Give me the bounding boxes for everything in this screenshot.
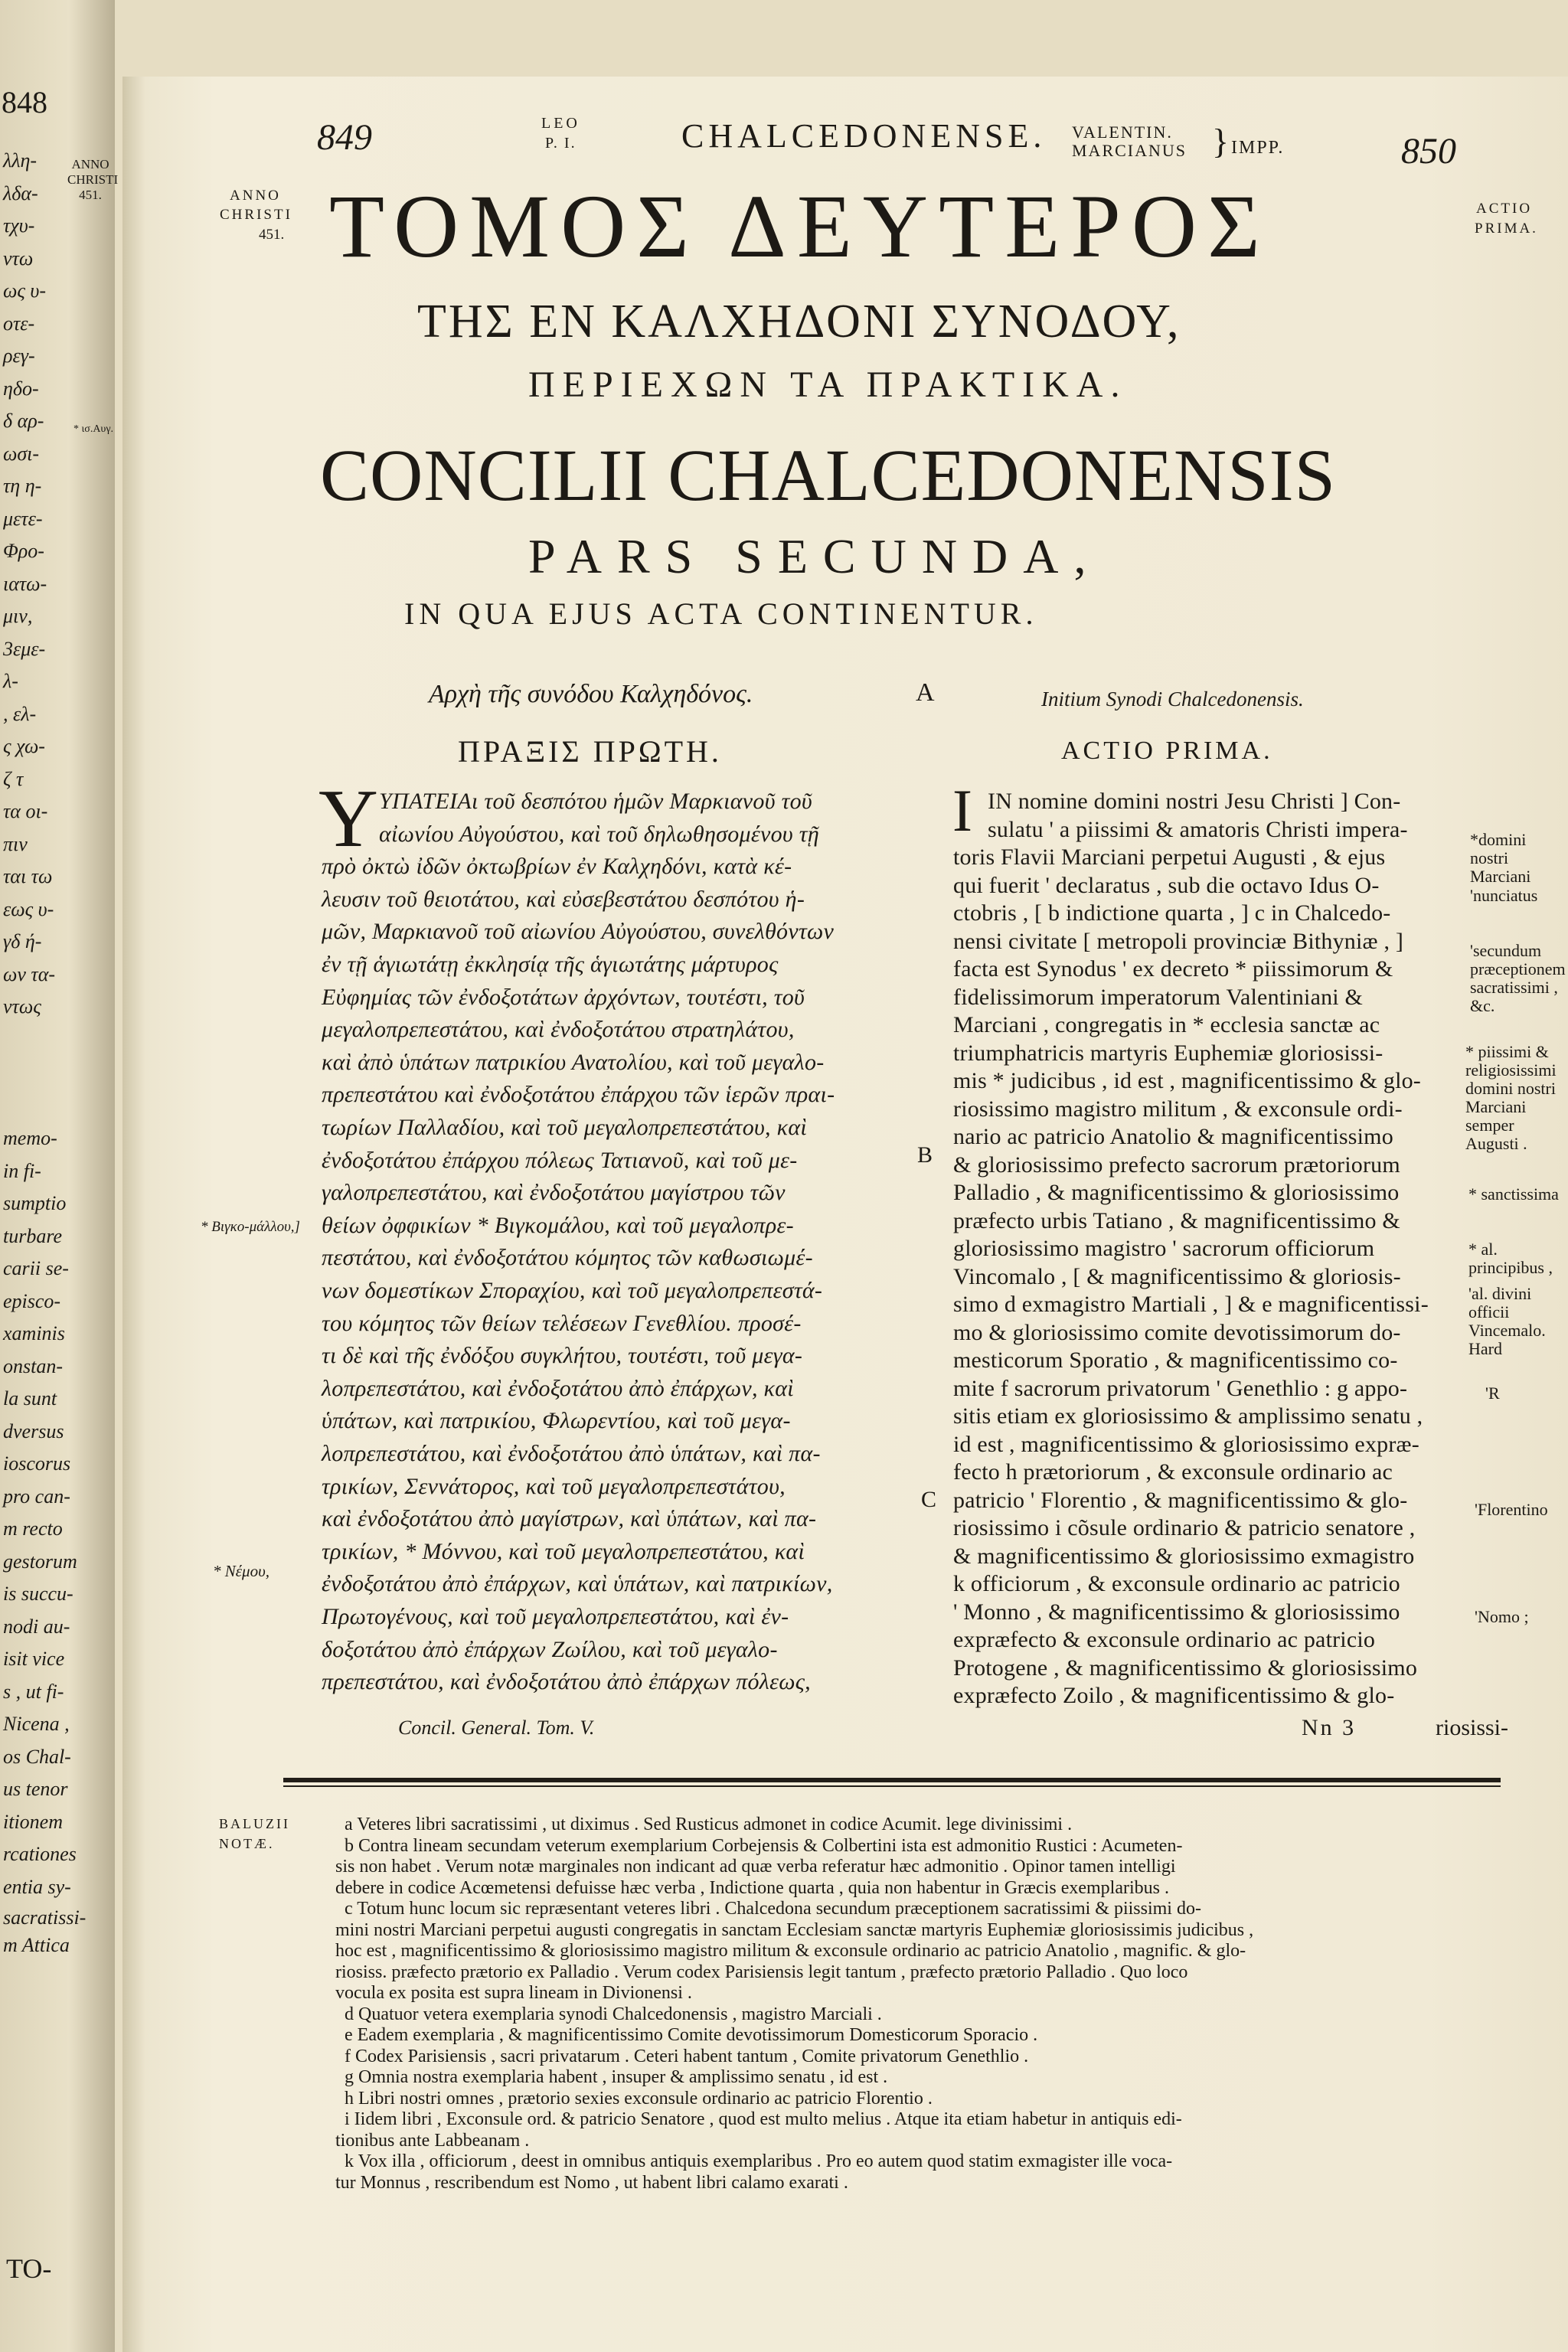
header-marcianus: MARCIANUS [1072,141,1187,160]
margin-anno: ANNO [230,188,281,204]
left-greek-fragment: γδ ή- [3,930,42,952]
latin-text-line: k officiorum , & exconsule ordinario ac patricio [953,1571,1400,1596]
left-latin-fragment: turbare [3,1224,63,1247]
greek-text-line: δοξοτάτου ἀπὸ ἐπάρχων Ζωίλου, καὶ τοῦ μεγαλο- [322,1636,778,1662]
left-latin-fragment: carii se- [3,1257,69,1279]
left-greek-fragment: ζ τ [3,767,24,790]
latin-initial-i: I [952,777,972,844]
latin-action-heading: ACTIO PRIMA. [1061,737,1273,765]
note-line: b Contra lineam secundam veterum exemplarium Corbejensis & Colbertini ista est admonitio Rustici : Acumeten- [345,1835,1183,1856]
header-pope: P. I. [545,135,577,152]
notes-label-notae: NOTÆ. [219,1836,275,1851]
header-title: CHALCEDONENSE. [681,117,1047,155]
section-letter-b: B [917,1142,933,1168]
greek-text-line: καὶ ἐνδοξοτάτου ἀπὸ μαγίστρων, καὶ ὑπάτων, καὶ πα- [322,1506,817,1532]
left-greek-fragment: Φρο- [3,540,44,562]
greek-footer: Concil. General. Tom. V. [398,1717,595,1739]
greek-text-line: τωρίων Παλλαδίου, καὶ τοῦ μεγαλοπρεπεστάτου, καὶ [322,1115,808,1140]
left-latin-fragment: itionem [3,1810,63,1833]
greek-text-line: πρεπεστάτου καὶ ἐνδοξοτάτου ἐπάρχου τῶν ἱερῶν πραι- [322,1082,835,1108]
margin-year: 451. [259,227,285,243]
greek-text-line: καὶ ἀπὸ ὑπάτων πατρικίου Ανατολίου, καὶ τοῦ μεγαλο- [322,1049,825,1075]
latin-text-line: gloriosissimo magistro ' sacrorum officiorum [953,1236,1375,1261]
latin-text-line: præfecto urbis Tatiano , & magnificentissimo & [953,1207,1400,1233]
title-tes-synodou: ΤΗΣ ΕΝ ΚΑΛΧΗΔΟΝΙ ΣΥΝΟΔΟΥ, [417,296,1181,348]
right-note-6: * al. principibus , [1468,1240,1553,1277]
left-latin-fragment: Nicena , [3,1713,70,1735]
header-impp: IMPP. [1231,138,1285,158]
latin-text-line: mite f sacrorum privatorum ' Genethlio : g appo- [953,1375,1408,1401]
greek-text-line: τρικίων, Σεννάτορος, καὶ τοῦ μεγαλοπρεπεστάτου, [322,1473,786,1499]
left-latin-fragment: m recto [3,1517,63,1540]
latin-text-line: & magnificentissimo & gloriosissimo exmagistro [953,1543,1415,1569]
left-latin-fragment: s , ut fi- [3,1680,64,1703]
latin-start-heading: Initium Synodi Chalcedonensis. [1041,688,1304,710]
latin-text-line: Vincomalo , [ & magnificentissimo & gloriosis- [953,1263,1401,1289]
greek-text-line: πρεπεστάτου, καὶ ἐνδοξοτάτου ἀπὸ ἐπάρχων πόλεως, [322,1669,811,1695]
left-latin-fragment: memo- [3,1127,57,1149]
latin-text-line: fecto h prætoriorum , & exconsule ordinario ac [953,1459,1393,1485]
left-anno-label: ANNO CHRISTI 451. [67,157,119,202]
left-greek-fragment: λδα- [3,181,38,204]
latin-text-line: & gloriosissimo prefecto sacrorum prætoriorum [953,1152,1400,1178]
latin-text-line: triumphatricis martyris Euphemiæ gloriosissi- [953,1040,1383,1066]
left-latin-fragment: la sunt [3,1387,57,1410]
left-latin-fragment: onstan- [3,1354,63,1377]
right-note-1: *domini nostri Marciani [1470,830,1531,886]
left-latin-fragment: is succu- [3,1583,74,1605]
right-note-2: 'nunciatus [1470,886,1538,905]
note-line: mini nostri Marciani perpetui augusti congregatis in sanctam Ecclesiam sanctæ martyris Euphemiæ gloriosissimis judicibus , [335,1919,1254,1940]
page-number-left: 849 [317,117,372,158]
greek-text-line: του κόμητος τῶν θείων τελέσεων Γενεθλίου. προσέ- [322,1310,802,1336]
greek-text-line: τι δὲ καὶ τῆς ἐνδόξου συγκλήτου, τουτέστι, τοῦ μεγα- [322,1343,803,1369]
left-latin-fragment: pro can- [3,1485,70,1508]
footnote-rule-thick [283,1778,1501,1782]
latin-text-line: IN nomine domini nostri Jesu Christi ] Con- [988,789,1401,814]
greek-text-line: ΥΠΑΤΕΙΑι τοῦ δεσπότου ἡμῶν Μαρκιανοῦ τοῦ [379,789,812,814]
brace-icon: } [1212,122,1230,161]
left-latin-fragment: ioscorus [3,1452,71,1475]
latin-text-line: sulatu ' a piissimi & amatoris Christi impera- [988,816,1408,842]
latin-text-line: riosissimo i cõsule ordinario & patricio senatore , [953,1515,1416,1540]
left-latin-fragment: os Chal- [3,1745,71,1768]
greek-text-line: ἐνδοξοτάτου ἐπάρχου πόλεως Τατιανοῦ, καὶ τοῦ με- [322,1147,798,1173]
latin-signature: Nn 3 [1302,1715,1357,1740]
left-latin-fragment: gestorum [3,1550,77,1573]
title-concilii: CONCILII CHALCEDONENSIS [320,434,1336,516]
left-greek-fragment: τη η- [3,475,42,497]
greek-text-line: πεστάτου, καὶ ἐνδοξοτάτου κόμητος τῶν καθωσιωμέ- [322,1245,813,1271]
latin-text-line: mis * judicibus , id est , magnificentissimo & glo- [953,1068,1421,1093]
left-greek-fragment: οτε- [3,312,35,335]
greek-text-line: λοπρεπεστάτου, καὶ ἐνδοξοτάτου ἀπὸ ἐπάρχων, καὶ [322,1375,794,1401]
latin-text-line: ctobris , [ b indictione quarta , ] c in Chalcedo- [953,900,1391,926]
latin-text-line: Protogene , & magnificentissimo & gloriosissimo [953,1655,1418,1681]
title-in-qua: IN QUA EJUS ACTA CONTINENTUR. [404,596,1038,631]
right-note-9: 'Florentino [1475,1500,1548,1519]
note-line: k Vox illa , officiorum , deest in omnibus antiquis exemplaribus . Pro eo autem quod statim exmagister ille voca- [345,2151,1173,2171]
left-latin-fragment: in fi- [3,1159,41,1182]
left-greek-fragment: εως υ- [3,897,54,920]
left-greek-fragment: ιατω- [3,572,47,595]
left-greek-fragment: δ αρ- [3,410,44,432]
note-line: d Quatuor vetera exemplaria synodi Chalcedonensis , magistro Marciali . [345,2004,882,2024]
note-line: tur Monnus , rescribendum est Nomo , ut habent libri calamo exarati . [335,2172,848,2193]
greek-initial-upsilon: Υ [318,773,378,864]
latin-text-line: nensi civitate [ metropoli provinciæ Bithyniæ , ] [953,928,1404,954]
greek-text-line: λευσιν τοῦ θειοτάτου, καὶ εὐσεβεστάτου δεσπότου ἡ- [322,886,805,912]
greek-text-line: μῶν, Μαρκιανοῦ τοῦ αἰωνίου Αὐγούστου, συνελθόντων [322,919,835,945]
left-latin-fragment: sumptio [3,1192,67,1214]
note-line: c Totum hunc locum sic repræsentant veteres libri . Chalcedona secundum præceptionem sacratissimi & piissimi do- [345,1899,1201,1919]
latin-text-line: id est , magnificentissimo & gloriosissimo expræ- [953,1431,1419,1457]
left-latin-fragment: isit vice [3,1648,65,1670]
header-leo: LEO [541,115,580,132]
note-line: riosiss. præfecto prætorio ex Palladio . Verum codex Parisiensis legit tantum , præfecto prætorio Palladio . Quo loco [335,1962,1188,1982]
latin-text-line: facta est Synodus ' ex decreto * piissimorum & [953,956,1393,982]
latin-text-line: patricio ' Florentio , & magnificentissimo & glo- [953,1487,1408,1513]
greek-text-line: λοπρεπεστάτου, καὶ ἐνδοξοτάτου ἀπὸ ὑπάτων, καὶ πα- [322,1441,821,1466]
margin-actio: ACTIO [1476,201,1533,217]
left-bottom-fragment: m Attica [3,1934,70,1956]
note-line: f Codex Parisiensis , sacri privatarum . Ceteri habent tantum , Comite privatorum Genethlio . [345,2046,1029,2066]
latin-text-line: expræfecto & exconsule ordinario ac patricio [953,1627,1376,1652]
left-latin-fragment: xaminis [3,1322,65,1344]
margin-christi: CHRISTI [220,207,292,223]
right-note-7: 'al. divini officii Vincemalo. Hard [1468,1284,1546,1358]
section-letter-c: C [921,1487,937,1512]
greek-action-heading: ΠΡΑΞΙΣ ΠΡΩΤΗ. [458,734,722,769]
latin-text-line: ' Monno , & magnificentissimo & gloriosissimo [953,1599,1400,1625]
left-bottom-fragment: sacratissi- [3,1906,87,1929]
latin-text-line: sitis etiam ex gloriosissimo & amplissimo senatu , [953,1403,1423,1429]
left-catchword: TO- [6,2253,52,2284]
latin-text-line: expræfecto Zoilo , & magnificentissimo & glo- [953,1683,1395,1708]
left-latin-fragment: dversus [3,1419,64,1442]
left-page-number: 848 [2,85,47,119]
latin-text-line: Marciani , congregatis in * ecclesia sanctæ ac [953,1012,1380,1037]
page-number-right: 850 [1401,131,1456,172]
note-line: sis non habet . Verum notæ marginales non indicant ad quæ verba referatur hæc admonitio . Opinor tamen intelligi [335,1857,1176,1877]
right-note-4: * piissimi & religiosissimi domini nostri Marciani semper Augusti . [1465,1042,1557,1153]
left-greek-fragment: , ελ- [3,702,37,725]
left-greek-fragment: μετε- [3,507,43,530]
note-line: e Eadem exemplaria , & magnificentissimo Comite devotissimorum Domesticorum Sporacio . [345,2025,1038,2045]
left-latin-fragment: episco- [3,1289,61,1312]
greek-text-line: ἐν τῇ ἁγιωτάτῃ ἐκκλησίᾳ τῆς ἁγιωτάτης μάρτυρος [322,952,779,977]
latin-text-line: mo & gloriosissimo comite devotissimorum do- [953,1319,1401,1345]
title-tomos: ΤΟΜΟΣ ΔΕΥΤΕΡΟΣ [329,176,1271,276]
greek-start-heading: Αρχὴ τῆς συνόδου Καλχηδόνος. [429,680,753,708]
left-greek-fragment: ντως [3,995,41,1018]
latin-text-line: toris Flavii Marciani perpetui Augusti , & ejus [953,844,1386,870]
left-greek-fragment: ς χω- [3,735,45,757]
left-greek-fragment: ωσι- [3,442,40,465]
greek-margin-note-2: * Νέμου, [213,1562,270,1580]
left-greek-fragment: ντω [3,247,34,270]
latin-text-line: riosissimo magistro militum , & exconsule ordi- [953,1096,1403,1122]
left-greek-fragment: 3εμε- [3,637,46,660]
section-letter-a: A [916,678,935,707]
latin-text-line: nario ac patricio Anatolio & magnificentissimo [953,1124,1393,1149]
latin-text-line: fidelissimorum imperatorum Valentiniani & [953,984,1364,1010]
note-line: h Libri nostri omnes , prætorio sexies exconsule ordinario ac patricio Florentio . [345,2088,933,2109]
left-latin-fragment: nodi au- [3,1615,70,1638]
greek-text-line: νων δομεστίκων Σποραχίου, καὶ τοῦ μεγαλοπρεπεστά- [322,1278,823,1303]
left-greek-fragment: ται τω [3,865,53,887]
left-greek-fragment: λλη- [3,149,38,172]
latin-text-line: mesticorum Sporatio , & magnificentissimo co- [953,1348,1398,1373]
left-greek-fragment: τα οι- [3,800,48,822]
header-valentin: VALENTIN. [1072,122,1173,142]
note-line: hoc est , magnificentissimo & gloriosissimo magistro militum & exconsule ordinario ac patricio Anatolio , magnific. & glo- [335,1941,1246,1961]
note-line: vocula ex posita est supra lineam in Divionensi . [335,1983,692,2003]
left-greek-fragment: τχυ- [3,214,35,237]
left-greek-fragment: ων τα- [3,962,56,985]
right-note-8: 'R [1485,1383,1500,1403]
left-greek-fragment: ηδο- [3,377,39,400]
note-line: a Veteres libri sacratissimi , ut diximus . Sed Rusticus admonet in codice Acumit. lege divinissimi . [345,1815,1073,1834]
title-pars-secunda: PARS SECUNDA, [528,529,1102,583]
greek-text-line: μεγαλοπρεπεστάτου, καὶ ἐνδοξοτάτου στρατηλάτου, [322,1017,795,1043]
left-side-mark: * ισ.Αυγ. [74,423,114,435]
left-latin-fragment: rcationes [3,1843,77,1865]
note-line: tionibus ante Labbeanam . [335,2130,530,2151]
greek-text-line: ὑπάτων, καὶ πατρικίου, Φλωρεντίου, καὶ τοῦ μεγα- [322,1408,791,1434]
greek-text-line: Πρωτογένους, καὶ τοῦ μεγαλοπρεπεστάτου, καὶ ἐν- [322,1604,789,1629]
left-greek-fragment: πιν [3,832,28,855]
note-line: g Omnia nostra exemplaria habent , insuper & amplissimo senatu , id est . [345,2067,888,2087]
greek-text-line: πρὸ ὀκτὼ ἰδῶν ὀκτωβρίων ἐν Καλχηδόνι, κατὰ κέ- [322,854,792,880]
left-latin-fragment: us tenor [3,1778,68,1800]
greek-text-line: τρικίων, * Μόννου, καὶ τοῦ μεγαλοπρεπεστάτου, καὶ [322,1538,805,1564]
note-line: i Iidem libri , Exconsule ord. & patricio Senatore , quod est multo melius . Atque ita etiam habetur in antiquis edi- [345,2109,1182,2129]
greek-text-line: ἐνδοξοτάτου ἀπὸ ἐπάρχων, καὶ ὑπάτων, καὶ πατρικίων, [322,1571,833,1597]
greek-text-line: γαλοπρεπεστάτου, καὶ ἐνδοξοτάτου μαγίστρου τῶν [322,1180,786,1206]
right-note-5: * sanctissima [1468,1184,1559,1204]
left-greek-fragment: ρεγ- [3,345,35,367]
notes-label-baluzii: BALUZII [219,1816,290,1831]
left-latin-fragment: entia sy- [3,1875,71,1898]
latin-text-line: Palladio , & magnificentissimo & gloriosissimo [953,1180,1400,1205]
latin-text-line: simo d exmagistro Martiali , ] & e magnificentissi- [953,1292,1429,1317]
left-greek-fragment: λ- [3,670,18,692]
left-greek-fragment: μιν, [3,605,33,627]
greek-margin-note-1: * Βιγκο-μάλλου,] [201,1219,300,1235]
right-note-3: 'secundum præceptionem sacratissimi , &c. [1470,941,1566,1015]
footnote-rule-thin [283,1785,1501,1787]
left-page-edge [0,0,119,2352]
greek-text-line: αἰωνίου Αὐγούστου, καὶ τοῦ δηλωθησομένου τῇ [379,821,820,847]
margin-prima: PRIMA. [1475,220,1538,237]
left-greek-fragment: ως υ- [3,279,46,302]
note-line: debere in codice Acœmetensi defuisse hæc verba , Indictione quarta , quia non habentur in Græcis exemplaribus . [335,1877,1169,1898]
greek-text-line: θείων ὀφφικίων * Βιγκομάλου, καὶ τοῦ μεγαλοπρε- [322,1212,794,1238]
latin-catchword: riosissi- [1436,1715,1509,1740]
greek-text-line: Εὐφημίας τῶν ἐνδοξοτάτων ἀρχόντων, τουτέστι, τοῦ [322,984,805,1010]
right-note-10: 'Nomo ; [1475,1607,1529,1626]
title-periechon: ΠΕΡΙΕΧΩΝ ΤΑ ΠΡΑΚΤΙΚΑ. [528,364,1128,405]
latin-text-line: qui fuerit ' declaratus , sub die octavo Idus O- [953,872,1380,898]
